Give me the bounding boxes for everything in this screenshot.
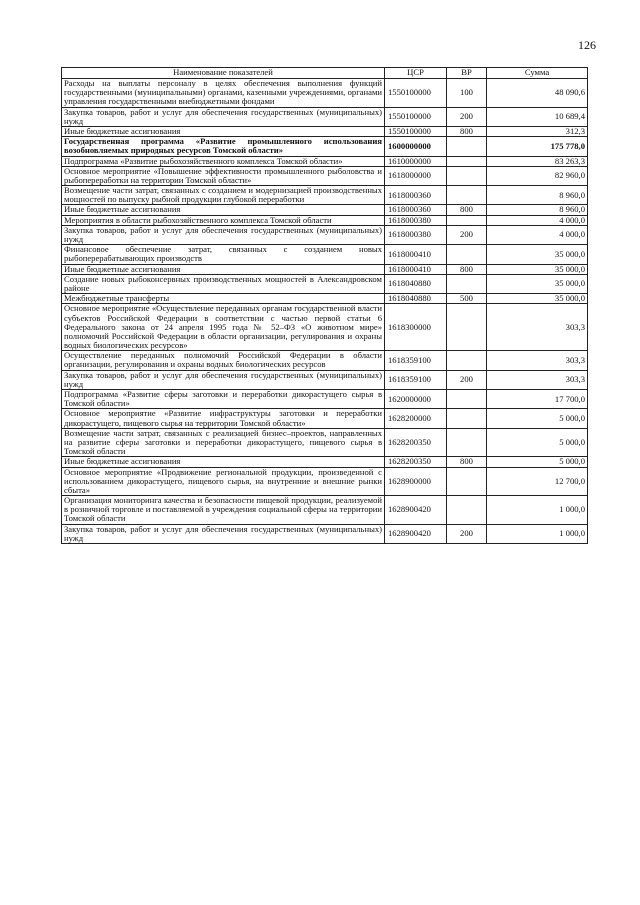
row-csr-cell: 1628200350 xyxy=(385,428,447,457)
row-sum-cell: 83 263,3 xyxy=(487,156,588,166)
table-row xyxy=(62,186,588,205)
header-name: Наименование показателей xyxy=(62,68,385,79)
row-csr-cell: 1628900420 xyxy=(385,496,447,525)
row-name-cell: Основное мероприятие «Продвижение региональной продукции, произведенной с использованием дикорастущего, пищевого сырья, на внутренние и внешние рынки сбыта» xyxy=(62,467,385,496)
row-name-cell: Возмещение части затрат, связанных с реализацией бизнес–проектов, направленных на развитие сферы заготовки и переработки дикорастущего, пищевого сырья в Томской области xyxy=(62,428,385,457)
table-row xyxy=(62,467,588,496)
row-sum-cell: 175 778,0 xyxy=(487,137,588,156)
row-name-cell: Закупка товаров, работ и услуг для обеспечения государственных (муниципальных) нужд xyxy=(62,107,385,126)
row-name-cell: Закупка товаров, работ и услуг для обеспечения государственных (муниципальных) нужд xyxy=(62,524,385,543)
row-csr-cell: 1550100000 xyxy=(385,126,447,136)
header-csr: ЦСР xyxy=(385,68,447,79)
table-row xyxy=(62,370,588,389)
row-csr-cell: 1618359100 xyxy=(385,351,447,370)
row-csr-cell: 1618040880 xyxy=(385,294,447,304)
row-sum-cell: 5 000,0 xyxy=(487,457,588,467)
row-sum-cell: 10 689,4 xyxy=(487,107,588,126)
row-csr-cell: 1618000000 xyxy=(385,166,447,185)
row-name-cell: Возмещение части затрат, связанных с созданием и модернизацией производственных мощностей по выпуску рыбной продукции глубокой переработки xyxy=(62,186,385,205)
table-row xyxy=(62,390,588,409)
table-row xyxy=(62,264,588,274)
row-csr-cell: 1550100000 xyxy=(385,79,447,108)
table-row xyxy=(62,215,588,225)
row-name-cell: Межбюджетные трансферты xyxy=(62,294,385,304)
row-sum-cell: 1 000,0 xyxy=(487,524,588,543)
table-row xyxy=(62,79,588,108)
row-vr-cell xyxy=(447,304,487,351)
table-row xyxy=(62,156,588,166)
row-sum-cell: 312,3 xyxy=(487,126,588,136)
row-csr-cell: 1628900000 xyxy=(385,467,447,496)
table-row xyxy=(62,107,588,126)
table-row xyxy=(62,205,588,215)
table-row xyxy=(62,225,588,244)
row-sum-cell: 5 000,0 xyxy=(487,409,588,428)
budget-table xyxy=(61,67,588,544)
table-row xyxy=(62,496,588,525)
row-vr-cell xyxy=(447,166,487,185)
row-name-cell: Закупка товаров, работ и услуг для обеспечения государственных (муниципальных) нужд xyxy=(62,225,385,244)
table-row xyxy=(62,294,588,304)
header-sum: Сумма xyxy=(487,68,588,79)
row-sum-cell: 82 960,0 xyxy=(487,166,588,185)
row-sum-cell: 8 960,0 xyxy=(487,186,588,205)
row-name-cell: Основное мероприятие «Развитие инфраструктуры заготовки и переработки дикорастущего, пищевого сырья на территории Томской области» xyxy=(62,409,385,428)
row-csr-cell: 1618000380 xyxy=(385,225,447,244)
row-vr-cell xyxy=(447,245,487,264)
row-csr-cell: 1618359100 xyxy=(385,370,447,389)
row-vr-cell xyxy=(447,274,487,293)
row-vr-cell xyxy=(447,428,487,457)
row-name-cell: Организация мониторинга качества и безопасности пищевой продукции, реализуемой в розничной торговле и поставляемой в учреждения социальной сферы на территории Томской области xyxy=(62,496,385,525)
row-vr-cell xyxy=(447,351,487,370)
row-csr-cell: 1628200000 xyxy=(385,409,447,428)
row-name-cell: Основное мероприятие «Осуществление переданных органам государственной власти субъектов Российской Федерации в соответствии с частью первой статьи 6 Федерального закона от 24 апреля 1995 года № 52–ФЗ «О животном мире» полномочий Российской Федерации в области организации, регулирования и охраны водных биологических ресурсов» xyxy=(62,304,385,351)
row-sum-cell: 35 000,0 xyxy=(487,274,588,293)
table-row xyxy=(62,274,588,293)
row-sum-cell: 303,3 xyxy=(487,370,588,389)
row-vr-cell: 800 xyxy=(447,264,487,274)
row-name-cell: Иные бюджетные ассигнования xyxy=(62,457,385,467)
row-sum-cell: 4 000,0 xyxy=(487,225,588,244)
table-header-row xyxy=(62,68,588,79)
row-csr-cell: 1620000000 xyxy=(385,390,447,409)
row-sum-cell: 35 000,0 xyxy=(487,264,588,274)
row-csr-cell: 1618000360 xyxy=(385,186,447,205)
row-vr-cell xyxy=(447,390,487,409)
row-sum-cell: 5 000,0 xyxy=(487,428,588,457)
table-row xyxy=(62,304,588,351)
page-number: 126 xyxy=(578,38,596,52)
table-row xyxy=(62,166,588,185)
row-vr-cell: 200 xyxy=(447,107,487,126)
row-sum-cell: 4 000,0 xyxy=(487,215,588,225)
table-row xyxy=(62,524,588,543)
row-csr-cell: 1618000380 xyxy=(385,215,447,225)
row-vr-cell xyxy=(447,186,487,205)
row-sum-cell: 35 000,0 xyxy=(487,294,588,304)
row-vr-cell: 200 xyxy=(447,524,487,543)
row-name-cell: Государственная программа «Развитие промышленного использования возобновляемых природных ресурсов Томской области» xyxy=(62,137,385,156)
row-name-cell: Иные бюджетные ассигнования xyxy=(62,126,385,136)
row-sum-cell: 303,3 xyxy=(487,304,588,351)
row-name-cell: Мероприятия в области рыбохозяйственного комплекса Томской области xyxy=(62,215,385,225)
row-vr-cell: 800 xyxy=(447,205,487,215)
row-name-cell: Создание новых рыбоконсервных производственных мощностей в Александровском районе xyxy=(62,274,385,293)
row-csr-cell: 1610000000 xyxy=(385,156,447,166)
row-vr-cell: 500 xyxy=(447,294,487,304)
row-vr-cell: 200 xyxy=(447,225,487,244)
row-name-cell: Основное мероприятие «Повышение эффективности промышленного рыболовства и рыбопереработки на территории Томской области» xyxy=(62,166,385,185)
row-name-cell: Закупка товаров, работ и услуг для обеспечения государственных (муниципальных) нужд xyxy=(62,370,385,389)
table-body xyxy=(62,79,588,544)
header-vr: ВР xyxy=(447,68,487,79)
row-vr-cell: 800 xyxy=(447,457,487,467)
row-csr-cell: 1618300000 xyxy=(385,304,447,351)
row-sum-cell: 35 000,0 xyxy=(487,245,588,264)
row-csr-cell: 1550100000 xyxy=(385,107,447,126)
row-vr-cell xyxy=(447,467,487,496)
row-sum-cell: 48 090,6 xyxy=(487,79,588,108)
row-vr-cell xyxy=(447,215,487,225)
row-vr-cell: 200 xyxy=(447,370,487,389)
table-row xyxy=(62,245,588,264)
row-vr-cell xyxy=(447,156,487,166)
row-vr-cell: 800 xyxy=(447,126,487,136)
table-row xyxy=(62,428,588,457)
row-csr-cell: 1618040880 xyxy=(385,274,447,293)
row-vr-cell xyxy=(447,137,487,156)
row-csr-cell: 1600000000 xyxy=(385,137,447,156)
row-vr-cell xyxy=(447,496,487,525)
row-csr-cell: 1628900420 xyxy=(385,524,447,543)
row-sum-cell: 1 000,0 xyxy=(487,496,588,525)
row-csr-cell: 1618000410 xyxy=(385,245,447,264)
row-name-cell: Осуществление переданных полномочий Российской Федерации в области организации, регулирования и охраны водных биологических ресурсов xyxy=(62,351,385,370)
table-row xyxy=(62,351,588,370)
row-sum-cell: 303,3 xyxy=(487,351,588,370)
row-sum-cell: 8 960,0 xyxy=(487,205,588,215)
row-vr-cell: 100 xyxy=(447,79,487,108)
table-row xyxy=(62,457,588,467)
row-name-cell: Иные бюджетные ассигнования xyxy=(62,205,385,215)
row-name-cell: Финансовое обеспечение затрат, связанных с созданием новых рыбоперерабатывающих производств xyxy=(62,245,385,264)
table-row xyxy=(62,409,588,428)
row-sum-cell: 17 700,0 xyxy=(487,390,588,409)
row-name-cell: Иные бюджетные ассигнования xyxy=(62,264,385,274)
row-vr-cell xyxy=(447,409,487,428)
row-name-cell: Подпрограмма «Развитие рыбохозяйственного комплекса Томской области» xyxy=(62,156,385,166)
row-csr-cell: 1618000410 xyxy=(385,264,447,274)
row-sum-cell: 12 700,0 xyxy=(487,467,588,496)
row-name-cell: Расходы на выплаты персоналу в целях обеспечения выполнения функций государственными (муниципальными) органами, казенными учреждениями, органами управления государственными внебюджетными фондами xyxy=(62,79,385,108)
row-csr-cell: 1628200350 xyxy=(385,457,447,467)
row-csr-cell: 1618000360 xyxy=(385,205,447,215)
table-row xyxy=(62,126,588,136)
row-name-cell: Подпрограмма «Развитие сферы заготовки и переработки дикорастущего сырья в Томской области» xyxy=(62,390,385,409)
table-row xyxy=(62,137,588,156)
